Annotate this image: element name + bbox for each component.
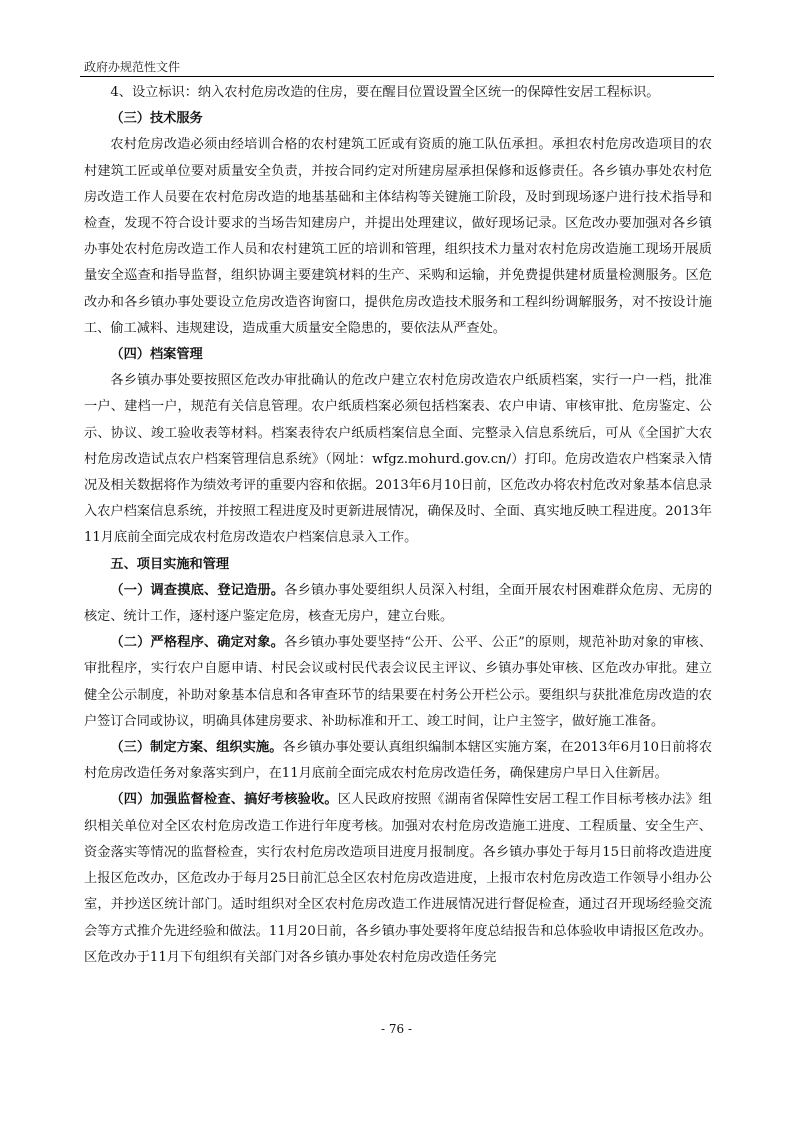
page-number: - 76 - [380, 1022, 412, 1036]
paragraph-lead: （四）加强监督检查、搞好考核验收。 [110, 792, 338, 808]
paragraph-plan [84, 735, 712, 787]
paragraph-text: 各乡镇办事处要组织人员深入村组，全面开展农村困难群众危房、无房的核定、统计工作，逐村逐户鉴定危房，核查无房户，建立台账。 [84, 582, 713, 625]
paragraph-signage: 4、设立标识：纳入农村危房改造的住房，要在醒目位置设置全区统一的保障性安居工程标识。 [110, 85, 660, 100]
paragraph-lead: （二）严格程序、确定对象。 [110, 635, 285, 651]
heading-project-implementation: 五、项目实施和管理 [110, 556, 230, 572]
header-divider [80, 76, 714, 77]
paragraph-procedure [84, 630, 712, 735]
document-body [84, 80, 712, 971]
paragraph-lead: （一）调查摸底、登记造册。 [110, 582, 285, 598]
paragraph-text: 各乡镇办事处要认真组织编制本辖区实施方案，在2013年6月10日前将农村危房改造任务对象落实到户，在11月底前全面完成农村危房改造任务，确保建房户早日入住新居。 [84, 740, 713, 782]
heading-technical-service: （三）技术服务 [110, 111, 203, 127]
paragraph-survey [84, 578, 712, 630]
paragraph-text: 各乡镇办事处要坚持“公开、公平、公正”的原则，规范补助对象的审核、审批程序，实行农户自愿申请、村民会议或村民代表会议民主评议、乡镇办事处审核、区危改办审批。建立健全公示制度，补助对象基本信息和各审查环节的结果要在村务公开栏公示。要组织与获批准危房改造的农户签订合同或协议，明确具体建房要求、补助标准和开工、竣工时间，让户主签字，做好施工准备。 [84, 635, 713, 729]
paragraph-lead: （三）制定方案、组织实施。 [110, 740, 283, 756]
paragraph-archive-management: 各乡镇办事处要按照区危改办审批确认的危改户建立农村危房改造农户纸质档案，实行一户一档，批准一户、建档一户，规范有关信息管理。农户纸质档案必须包括档案表、农户申请、审核审批、危房鉴定、公示、协议、竣工验收表等材料。档案表待农户纸质档案信息全面、完整录入信息系统后，可从《全国扩大农村危房改造试点农户档案管理信息系统》（网址：wfgz.mohurd.gov.cn/）打印。危房改造农户档案录入情况及相关数据将作为绩效考评的重要内容和依据。2013年6月10日前，区危改办将农村危改对象基本信息录入农户档案信息系统，并按照工程进度及时更新进展情况，确保及时、全面、真实地反映工程进度。2013年11月底前全面完成农村危房改造农户档案信息录入工作。 [84, 373, 712, 546]
document-header: 政府办规范性文件 [84, 60, 181, 74]
heading-archive-management: （四）档案管理 [110, 347, 203, 363]
paragraph-supervision [84, 787, 712, 970]
paragraph-text: 区人民政府按照《湖南省保障性安居工程工作目标考核办法》组织相关单位对全区农村危房改造工作进行年度考核。加强对农村危房改造施工进度、工程质量、安全生产、资金落实等情况的监督检查，实行农村危房改造项目进度月报制度。各乡镇办事处于每月15日前将改造进度上报区危改办，区危改办于每月25日前汇总全区农村危房改造进度，上报市农村危房改造工作领导小组办公室，并抄送区统计部门。适时组织对全区农村危房改造工作进展情况进行督促检查，通过召开现场经验交流会等方式推介先进经验和做法。11月20日前，各乡镇办事处要将年度总结报告和总体验收申请报区危改办。区危改办于11月下旬组织有关部门对各乡镇办事处农村危房改造任务完 [84, 792, 712, 965]
paragraph-technical-service: 农村危房改造必须由经培训合格的农村建筑工匠或有资质的施工队伍承担。承担农村危房改造项目的农村建筑工匠或单位要对质量安全负责，并按合同约定对所建房屋承担保修和返修责任。各乡镇办事处农村危房改造工作人员要在农村危房改造的地基基础和主体结构等关键施工阶段，及时到现场逐户进行技术指导和检查，发现不符合设计要求的当场告知建房户，并提出处理建议，做好现场记录。区危改办要加强对各乡镇办事处农村危房改造工作人员和农村建筑工匠的培训和管理，组织技术力量对农村危房改造施工现场开展质量安全巡查和指导监督，组织协调主要建筑材料的生产、采购和运输，并免费提供建材质量检测服务。区危改办和各乡镇办事处要设立危房改造咨询窗口，提供危房改造技术服务和工程纠纷调解服务，对不按设计施工、偷工减料、违规建设，造成重大质量安全隐患的，要依法从严查处。 [84, 137, 712, 336]
